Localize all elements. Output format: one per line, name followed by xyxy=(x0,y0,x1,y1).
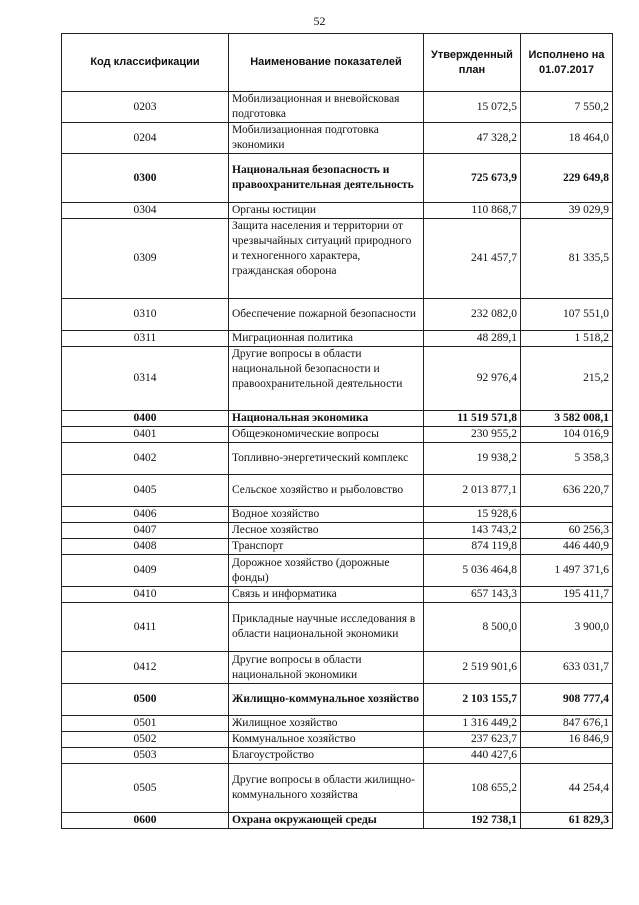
cell-name: Охрана окружающей среды xyxy=(229,813,424,829)
cell-code: 0314 xyxy=(62,347,229,411)
header-code: Код классификации xyxy=(62,34,229,92)
cell-name: Органы юстиции xyxy=(229,203,424,219)
cell-name: Жилищно-коммунальное хозяйство xyxy=(229,684,424,716)
cell-code: 0309 xyxy=(62,219,229,299)
cell-plan: 19 938,2 xyxy=(424,443,521,475)
cell-done: 633 031,7 xyxy=(521,652,613,684)
cell-code: 0408 xyxy=(62,539,229,555)
cell-plan: 440 427,6 xyxy=(424,748,521,764)
cell-name: Прикладные научные исследования в области национальной экономики xyxy=(229,603,424,652)
table-row xyxy=(62,411,613,427)
cell-done: 446 440,9 xyxy=(521,539,613,555)
cell-done: 81 335,5 xyxy=(521,219,613,299)
header-done: Исполнено на 01.07.2017 xyxy=(521,34,613,92)
table-row xyxy=(62,219,613,299)
table-row xyxy=(62,813,613,829)
cell-plan: 192 738,1 xyxy=(424,813,521,829)
cell-done: 39 029,9 xyxy=(521,203,613,219)
cell-done: 7 550,2 xyxy=(521,92,613,123)
cell-done: 104 016,9 xyxy=(521,427,613,443)
table-row xyxy=(62,347,613,411)
cell-code: 0401 xyxy=(62,427,229,443)
table-row xyxy=(62,603,613,652)
budget-table xyxy=(61,33,613,829)
cell-name: Лесное хозяйство xyxy=(229,523,424,539)
cell-done: 18 464,0 xyxy=(521,123,613,154)
cell-plan: 2 519 901,6 xyxy=(424,652,521,684)
cell-name: Национальная экономика xyxy=(229,411,424,427)
cell-code: 0304 xyxy=(62,203,229,219)
cell-done: 44 254,4 xyxy=(521,764,613,813)
cell-done: 3 900,0 xyxy=(521,603,613,652)
cell-name: Водное хозяйство xyxy=(229,507,424,523)
cell-name: Мобилизационная и вневойсковая подготовка xyxy=(229,92,424,123)
cell-name: Благоустройство xyxy=(229,748,424,764)
cell-name: Дорожное хозяйство (дорожные фонды) xyxy=(229,555,424,587)
cell-code: 0411 xyxy=(62,603,229,652)
cell-name: Миграционная политика xyxy=(229,331,424,347)
cell-plan: 725 673,9 xyxy=(424,154,521,203)
cell-code: 0310 xyxy=(62,299,229,331)
cell-plan: 230 955,2 xyxy=(424,427,521,443)
cell-done: 5 358,3 xyxy=(521,443,613,475)
cell-plan: 15 928,6 xyxy=(424,507,521,523)
table-row xyxy=(62,92,613,123)
cell-done: 16 846,9 xyxy=(521,732,613,748)
table-header-row xyxy=(62,34,613,92)
cell-plan: 2 103 155,7 xyxy=(424,684,521,716)
cell-code: 0311 xyxy=(62,331,229,347)
table-row xyxy=(62,764,613,813)
cell-code: 0203 xyxy=(62,92,229,123)
table-row xyxy=(62,443,613,475)
cell-code: 0410 xyxy=(62,587,229,603)
cell-code: 0505 xyxy=(62,764,229,813)
cell-code: 0402 xyxy=(62,443,229,475)
table-row xyxy=(62,587,613,603)
cell-plan: 2 013 877,1 xyxy=(424,475,521,507)
cell-done: 636 220,7 xyxy=(521,475,613,507)
table-row xyxy=(62,475,613,507)
table-row xyxy=(62,507,613,523)
cell-name: Обеспечение пожарной безопасности xyxy=(229,299,424,331)
cell-plan: 237 623,7 xyxy=(424,732,521,748)
cell-code: 0300 xyxy=(62,154,229,203)
cell-plan: 8 500,0 xyxy=(424,603,521,652)
cell-done: 1 518,2 xyxy=(521,331,613,347)
cell-plan: 1 316 449,2 xyxy=(424,716,521,732)
table-row xyxy=(62,652,613,684)
table-row xyxy=(62,123,613,154)
cell-name: Связь и информатика xyxy=(229,587,424,603)
cell-code: 0502 xyxy=(62,732,229,748)
cell-name: Защита населения и территории от чрезвычайных ситуаций природного и техногенного характера, гражданская оборона xyxy=(229,219,424,299)
table-row xyxy=(62,748,613,764)
cell-done: 61 829,3 xyxy=(521,813,613,829)
cell-done: 1 497 371,6 xyxy=(521,555,613,587)
table-row xyxy=(62,555,613,587)
cell-plan: 874 119,8 xyxy=(424,539,521,555)
table-row xyxy=(62,732,613,748)
cell-name: Сельское хозяйство и рыболовство xyxy=(229,475,424,507)
cell-plan: 232 082,0 xyxy=(424,299,521,331)
cell-plan: 11 519 571,8 xyxy=(424,411,521,427)
cell-plan: 143 743,2 xyxy=(424,523,521,539)
cell-plan: 48 289,1 xyxy=(424,331,521,347)
cell-done: 229 649,8 xyxy=(521,154,613,203)
cell-code: 0503 xyxy=(62,748,229,764)
cell-name: Другие вопросы в области национальной экономики xyxy=(229,652,424,684)
table-row xyxy=(62,716,613,732)
cell-plan: 92 976,4 xyxy=(424,347,521,411)
cell-name: Другие вопросы в области жилищно-коммунального хозяйства xyxy=(229,764,424,813)
cell-code: 0406 xyxy=(62,507,229,523)
cell-done: 195 411,7 xyxy=(521,587,613,603)
table-row xyxy=(62,427,613,443)
cell-plan: 15 072,5 xyxy=(424,92,521,123)
cell-code: 0204 xyxy=(62,123,229,154)
table-row xyxy=(62,299,613,331)
cell-name: Транспорт xyxy=(229,539,424,555)
cell-code: 0500 xyxy=(62,684,229,716)
cell-name: Коммунальное хозяйство xyxy=(229,732,424,748)
cell-done: 60 256,3 xyxy=(521,523,613,539)
table-row xyxy=(62,539,613,555)
cell-code: 0405 xyxy=(62,475,229,507)
table-row xyxy=(62,684,613,716)
cell-done xyxy=(521,748,613,764)
cell-plan: 241 457,7 xyxy=(424,219,521,299)
cell-done xyxy=(521,507,613,523)
table-row xyxy=(62,331,613,347)
cell-plan: 657 143,3 xyxy=(424,587,521,603)
cell-done: 847 676,1 xyxy=(521,716,613,732)
cell-name: Жилищное хозяйство xyxy=(229,716,424,732)
header-plan: Утвержденный план xyxy=(424,34,521,92)
cell-code: 0412 xyxy=(62,652,229,684)
page-number: 52 xyxy=(313,14,326,28)
cell-code: 0409 xyxy=(62,555,229,587)
header-name: Наименование показателей xyxy=(229,34,424,92)
cell-name: Общеэкономические вопросы xyxy=(229,427,424,443)
table-row xyxy=(62,523,613,539)
table-row xyxy=(62,203,613,219)
cell-name: Другие вопросы в области национальной безопасности и правоохранительной деятельности xyxy=(229,347,424,411)
cell-done: 107 551,0 xyxy=(521,299,613,331)
cell-name: Топливно-энергетический комплекс xyxy=(229,443,424,475)
cell-done: 908 777,4 xyxy=(521,684,613,716)
cell-done: 215,2 xyxy=(521,347,613,411)
cell-plan: 47 328,2 xyxy=(424,123,521,154)
cell-plan: 108 655,2 xyxy=(424,764,521,813)
table-row xyxy=(62,154,613,203)
cell-code: 0407 xyxy=(62,523,229,539)
cell-code: 0600 xyxy=(62,813,229,829)
cell-done: 3 582 008,1 xyxy=(521,411,613,427)
cell-name: Мобилизационная подготовка экономики xyxy=(229,123,424,154)
cell-plan: 5 036 464,8 xyxy=(424,555,521,587)
cell-plan: 110 868,7 xyxy=(424,203,521,219)
cell-code: 0501 xyxy=(62,716,229,732)
cell-name: Национальная безопасность и правоохранительная деятельность xyxy=(229,154,424,203)
cell-code: 0400 xyxy=(62,411,229,427)
